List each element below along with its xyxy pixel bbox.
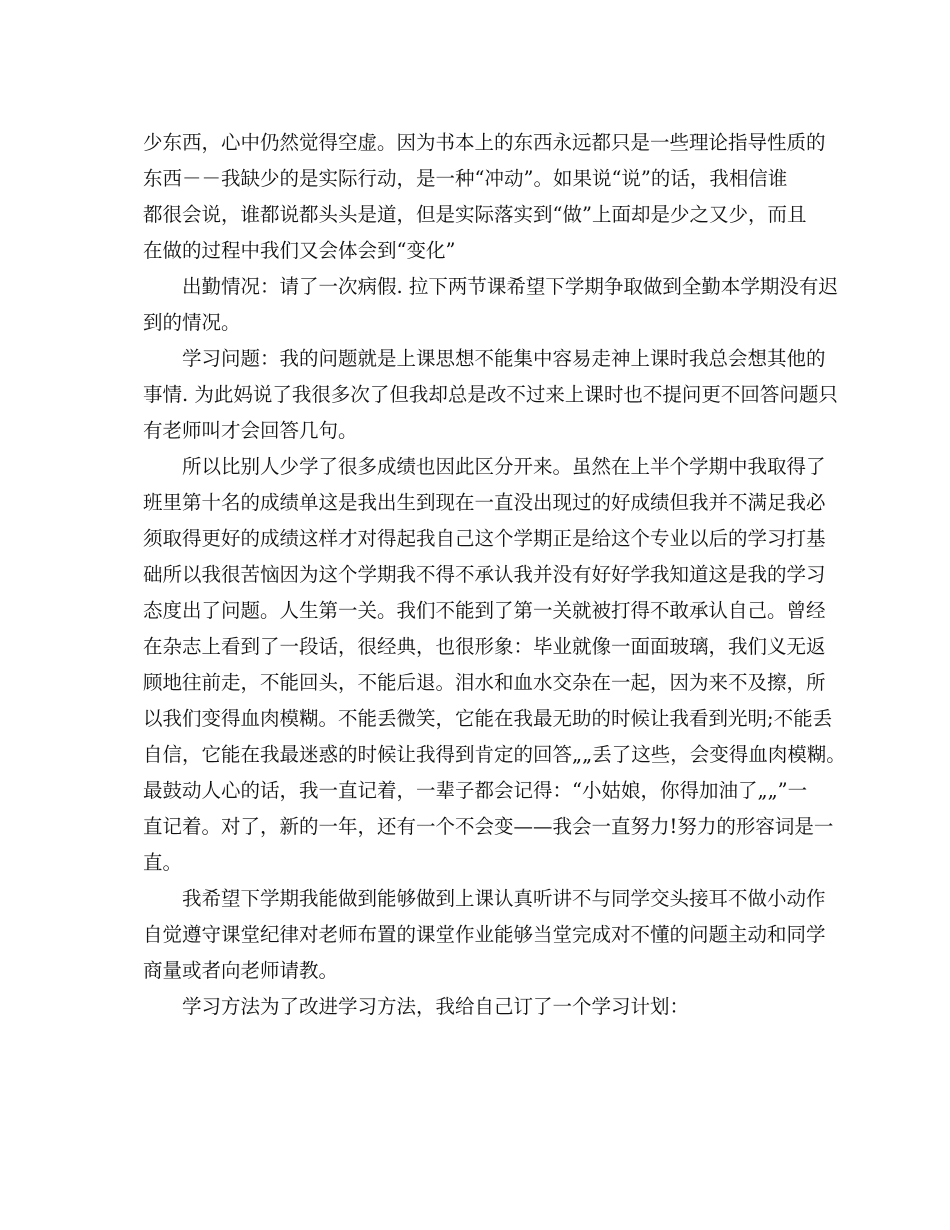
text-line: 少东西，心中仍然觉得空虚。因为书本上的东西永远都只是一些理论指导性质的 [143,131,826,154]
paragraph-reflection [143,449,846,881]
text-line: 以我们变得血肉模糊。不能丢微笑，它能在我最无助的时候让我看到光明;不能丢 [143,707,833,730]
text-line: 商量或者向老师请教。 [143,959,339,982]
text-line: 础所以我很苦恼因为这个学期我不得不承认我并没有好好学我知道这是我的学习 [143,563,826,586]
text-line: 东西－－我缺少的是实际行动，是一种“冲动”。如果说“说”的话，我相信谁 [143,167,788,190]
paragraph-attendance [143,269,838,341]
text-line: 自信，它能在我最迷惑的时候让我得到肯定的回答„„丢了这些，会变得血肉模糊。 [143,743,846,766]
text-line: 所以比别人少学了很多成绩也因此区分开来。虽然在上半个学期中我取得了 [182,455,826,478]
text-line: 直记着。对了，新的一年，还有一个不会变——我会一直努力!努力的形容词是一 [143,815,834,838]
document-body [143,125,846,1025]
text-line: 都很会说，谁都说都头头是道，但是实际落实到“做”上面却是少之又少，而且 [143,203,807,226]
text-line: 自觉遵守课堂纪律对老师布置的课堂作业能够当堂完成对不懂的问题主动和同学 [143,923,826,946]
text-line: 有老师叫才会回答几句。 [143,419,358,442]
text-line: 班里第十名的成绩单这是我出生到现在一直没出现过的好成绩但我并不满足我必 [143,491,826,514]
text-line: 在杂志上看到了一段话，很经典，也很形象：毕业就像一面面玻璃，我们义无返 [143,635,826,658]
paragraph-study-problems [143,341,838,449]
text-line: 事情. 为此妈说了我很多次了但我却总是改不过来上课时也不提问更不回答问题只 [143,383,838,406]
text-line: 最鼓动人心的话，我一直记着，一辈子都会记得：“小姑娘，你得加油了„„”一 [143,779,808,802]
text-line: 须取得更好的成绩这样才对得起我自己这个学期正是给这个专业以后的学习打基 [143,527,826,550]
paragraph-study-method [143,989,810,1025]
text-line: 学习问题：我的问题就是上课思想不能集中容易走神上课时我总会想其他的 [182,347,826,370]
text-line: 顾地往前走，不能回头，不能后退。泪水和血水交杂在一起，因为来不及擦，所 [143,671,826,694]
paragraph-continuation [143,125,826,269]
text-line: 出勤情况：请了一次病假. 拉下两节课希望下学期争取做到全勤本学期没有迟 [182,275,838,298]
text-line: 学习方法为了改进学习方法，我给自己订了一个学习计划： [182,995,690,1018]
text-line: 在做的过程中我们又会体会到“变化” [143,239,456,262]
text-line: 到的情况。 [143,311,241,334]
text-line: 直。 [143,851,183,874]
text-line: 态度出了问题。人生第一关。我们不能到了第一关就被打得不敢承认自己。曾经 [143,599,826,622]
text-line: 我希望下学期我能做到能够做到上课认真听讲不与同学交头接耳不做小动作 [182,887,826,910]
paragraph-next-semester-goals [143,881,826,989]
